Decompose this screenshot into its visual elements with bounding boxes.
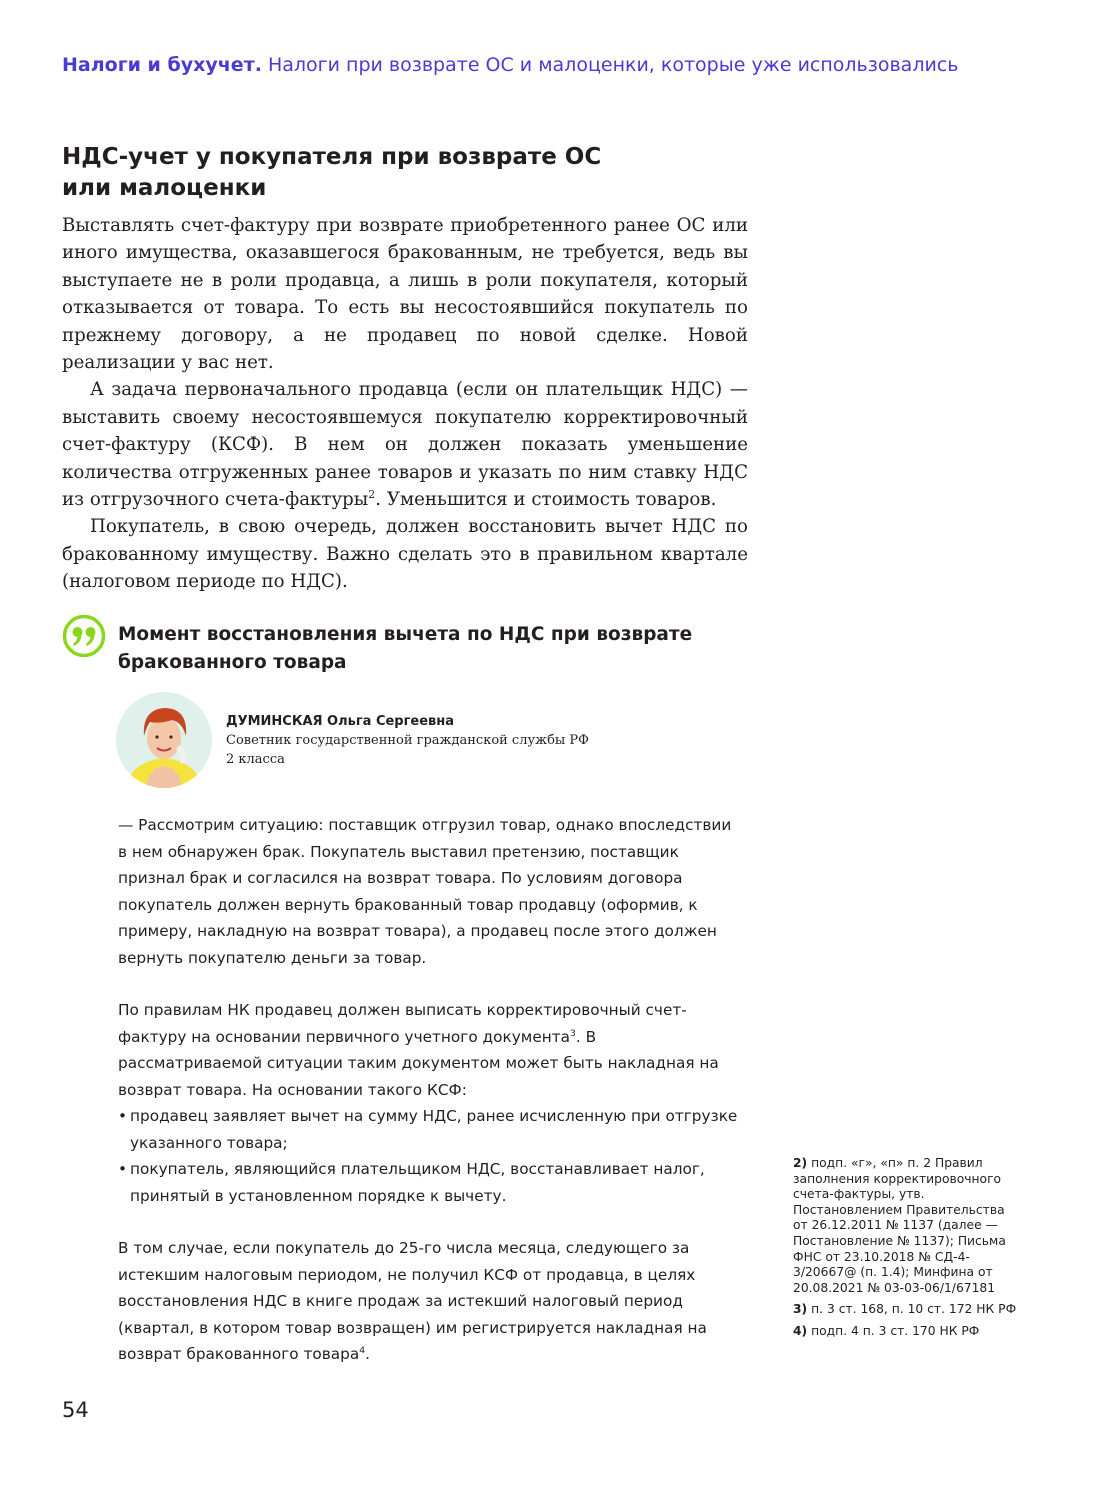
bullet-icon: •: [118, 1107, 128, 1125]
footnotes: [793, 1156, 1018, 1346]
section-heading-line1: НДС-учет у покупателя при возврате ОС: [62, 144, 602, 170]
bullet-icon: •: [118, 1160, 128, 1178]
author-avatar: [116, 692, 212, 788]
quote-bullet-list: [118, 1103, 740, 1209]
quote-body: [118, 812, 740, 1368]
paragraph-1: Выставлять счет-фактуру при возврате приобретенного ранее ОС или иного имущества, оказавшегося бракованным, не требуется, ведь вы выступаете не в роли продавца, а лишь в роли покупателя, который отказывается от товара. То есть вы несостоявшийся покупатель по прежнему договору, а не продавец по новой сделке. Новой реализации у вас нет.: [62, 215, 748, 374]
author-position-line2: 2 класса: [226, 752, 285, 767]
paragraph-3: Покупатель, в свою очередь, должен восстановить вычет НДС по бракованному имуществу. Важно сделать это в правильном квартале (налоговом периоде по НДС).: [62, 516, 748, 593]
quote-title: [118, 621, 738, 677]
quote-paragraph-3: В том случае, если покупатель до 25-го числа месяца, следующего за истекшим налоговым периодом, не получил КСФ от продавца, в целях восстановления НДС в книге продаж за истекший налоговый период (квартал, в котором товар возвращен) им регистрируется накладная на возврат бракованного товара$^4$.: [118, 1239, 707, 1363]
section-heading: [62, 142, 702, 204]
article-body: [62, 212, 748, 596]
list-item: • продавец заявляет вычет на сумму НДС, ранее исчисленную при отгрузке указанного товара;: [118, 1103, 740, 1156]
quote-icon: [62, 614, 106, 658]
paragraph-2: А задача первоначального продавца (если он плательщик НДС) — выставить своему несостоявшемуся покупателю корректировочный счет-фактуру (КСФ). В нем он должен показать уменьшение количества отгруженных ранее товаров и указать по ним ставку НДС из отгрузочного счета-фактуры$^2$. Уменьшится и стоимость товаров.: [62, 379, 748, 511]
quote-paragraph-2: По правилам НК продавец должен выписать корректировочный счет-фактуру на основании первичного учетного документа$^3$. В рассматриваемой ситуации таким документом может быть накладная на возврат товара. На основании такого КСФ:: [118, 1001, 719, 1099]
list-item: • покупатель, являющийся плательщиком НДС, восстанавливает налог, принятый в установленном порядке к вычету.: [118, 1156, 740, 1209]
running-header-title: Налоги при возврате ОС и малоценки, которые уже использовались: [267, 54, 959, 76]
page-number: 54: [62, 1398, 89, 1422]
footnote-4: 4) подп. 4 п. 3 ст. 170 НК РФ: [793, 1323, 980, 1338]
author-position-line1: Советник государственной гражданской службы РФ: [226, 733, 589, 748]
quote-title-line1: Момент восстановления вычета по НДС при возврате: [118, 624, 693, 645]
footnote-ref-2: 2: [368, 488, 376, 501]
running-header: [62, 54, 1062, 76]
quote-paragraph-1: — Рассмотрим ситуацию: поставщик отгрузил товар, однако впоследствии в нем обнаружен брак. Покупатель выставил претензию, поставщик признал брак и согласился на возврат товара. По условиям договора покупатель должен вернуть бракованный товар продавцу (оформив, к примеру, накладную на возврат товара), а продавец после этого должен вернуть покупателю деньги за товар.: [118, 816, 732, 967]
author-block: [226, 712, 646, 769]
quote-title-line2: бракованного товара: [118, 652, 347, 673]
running-header-section: Налоги и бухучет.: [62, 54, 262, 76]
author-name: ДУМИНСКАЯ Ольга Сергеевна: [226, 714, 455, 729]
footnote-ref-3: 3: [570, 1027, 576, 1039]
footnote-2: 2) подп. «г», «п» п. 2 Правил заполнения корректировочного счета-фактуры, утв. Постановлением Правительства от 26.12.2011 № 1137 (далее — Постановление № 1137); Письма ФНС от 23.10.2018 № СД-4-3/20667@ (п. 1.4); Минфина от 20.08.2021 № 03-03-06/1/67181: [793, 1156, 1006, 1295]
footnote-3: 3) п. 3 ст. 168, п. 10 ст. 172 НК РФ: [793, 1302, 1017, 1317]
footnote-ref-4: 4: [359, 1344, 366, 1356]
section-heading-line2: или малоценки: [62, 175, 267, 201]
